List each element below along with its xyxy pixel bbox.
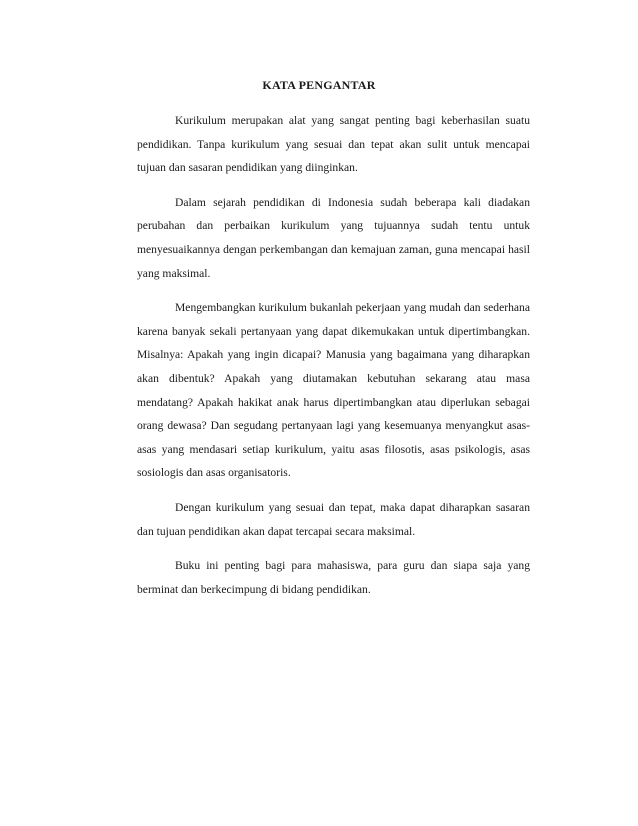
paragraph-1: Kurikulum merupakan alat yang sangat penting bagi keberhasilan suatu pendidikan. Tanpa kurikulum yang sesuai dan tepat akan sulit untuk mencapai tujuan dan sasaran pendidikan yang diinginkan. [137, 114, 530, 175]
document-body [137, 109, 530, 612]
page-title: KATA PENGANTAR [262, 78, 376, 92]
paragraph-5: Buku ini penting bagi para mahasiswa, para guru dan siapa saja yang berminat dan berkecimpung di bidang pendidikan. [137, 559, 530, 596]
paragraph-3: Mengembangkan kurikulum bukanlah pekerjaan yang mudah dan sederhana karena banyak sekali pertanyaan yang dapat dikemukakan untuk dipertimbangkan. Misalnya: Apakah yang ingin dicapai? Manusia yang bagaimana yang diharapkan akan dibentuk? Apakah yang diutamakan kebutuhan sekarang atau masa mendatang? Apakah hakikat anak harus dipertimbangkan atau diperlukan sebagai orang dewasa? Dan segudang pertanyaan lagi yang kesemuanya menyangkut asas-asas yang mendasari setiap kurikulum, yaitu asas filosotis, asas psikologis, asas sosiologis dan asas organisatoris. [137, 301, 530, 480]
paragraph-2: Dalam sejarah pendidikan di Indonesia sudah beberapa kali diadakan perubahan dan perbaikan kurikulum yang tujuannya sudah tentu untuk menyesuaikannya dengan perkembangan dan kemajuan zaman, guna mencapai hasil yang maksimal. [137, 195, 530, 280]
paragraph-4: Dengan kurikulum yang sesuai dan tepat, maka dapat diharapkan sasaran dan tujuan pendidikan akan dapat tercapai secara maksimal. [137, 500, 530, 538]
